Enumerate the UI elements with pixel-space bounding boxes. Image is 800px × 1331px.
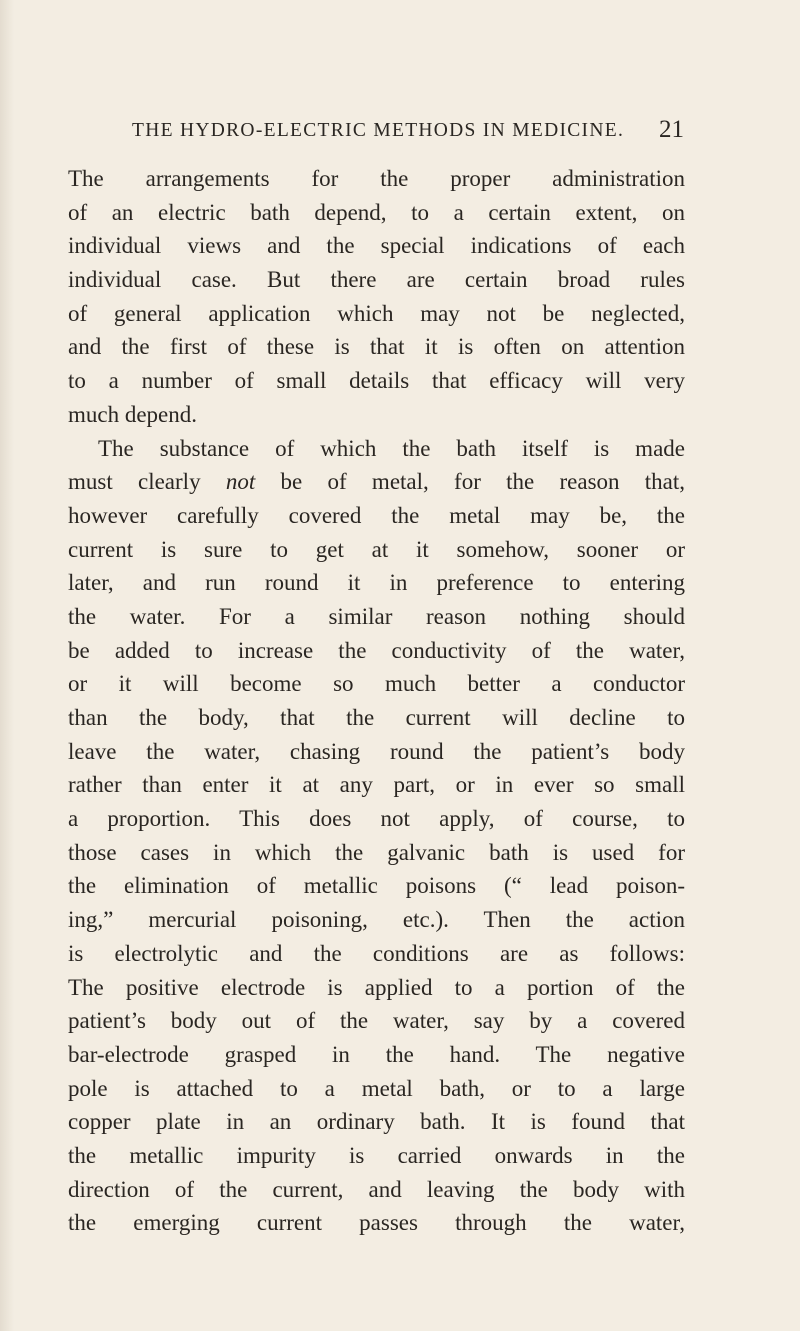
- running-title: THE HYDRO-ELECTRIC METHODS IN MEDICINE.: [132, 120, 625, 141]
- page-header: [132, 116, 684, 148]
- text-line: of an electric bath depend, to a certain extent, on: [68, 199, 685, 225]
- text-line: bar-electrode grasped in the hand. The negative: [68, 1041, 685, 1067]
- text-line: ing,” mercurial poisoning, etc.). Then the action: [68, 907, 685, 933]
- text-line: the water. For a similar reason nothing should: [68, 603, 685, 629]
- text-line: be added to increase the conductivity of the water,: [68, 637, 685, 663]
- text-line: rather than enter it at any part, or in ever so small: [68, 772, 685, 798]
- text-line: pole is attached to a metal bath, or to a large: [68, 1075, 685, 1101]
- text-line: the elimination of metallic poisons (“ lead poison-: [68, 873, 685, 899]
- text-line: of general application which may not be neglected,: [68, 300, 685, 326]
- text-line: however carefully covered the metal may be, the: [68, 502, 685, 528]
- text-line: patient’s body out of the water, say by a covered: [68, 1008, 685, 1034]
- text-segment: must clearly: [68, 469, 201, 495]
- text-line: The arrangements for the proper administration: [68, 166, 685, 191]
- text-line: the emerging current passes through the water,: [68, 1210, 685, 1236]
- text-line-with-emphasis: [68, 465, 685, 499]
- text-line: The positive electrode is applied to a portion of the: [68, 974, 685, 1000]
- text-line: individual views and the special indications of each: [68, 233, 685, 259]
- text-line: individual case. But there are certain broad rules: [68, 267, 685, 293]
- text-line: the metallic impurity is carried onwards in the: [68, 1142, 685, 1168]
- text-line: The substance of which the bath itself is made: [98, 435, 685, 461]
- text-segment: be of metal, for the reason that,: [280, 469, 686, 495]
- text-line: a proportion. This does not apply, of course, to: [68, 806, 685, 832]
- text-line: is electrolytic and the conditions are as follows:: [68, 940, 685, 966]
- text-line: copper plate in an ordinary bath. It is found that: [68, 1109, 685, 1135]
- text-line: to a number of small details that efficacy will very: [68, 368, 685, 394]
- text-line: than the body, that the current will decline to: [68, 705, 685, 730]
- page-edge-shadow: [0, 0, 14, 1331]
- text-line: direction of the current, and leaving the body with: [68, 1176, 685, 1202]
- text-line: leave the water, chasing round the patient’s body: [68, 738, 685, 764]
- text-line: later, and run round it in preference to entering: [68, 570, 685, 596]
- text-line: and the first of these is that it is often on attention: [68, 334, 685, 360]
- body-text: [68, 162, 685, 1240]
- text-line: current is sure to get at it somehow, sooner or: [68, 536, 685, 562]
- text-line: or it will become so much better a conductor: [68, 671, 685, 697]
- page-number: 21: [659, 116, 684, 143]
- emphasized-word: not: [225, 469, 256, 495]
- text-line: those cases in which the galvanic bath is used for: [68, 839, 685, 865]
- text-line: much depend.: [68, 401, 198, 427]
